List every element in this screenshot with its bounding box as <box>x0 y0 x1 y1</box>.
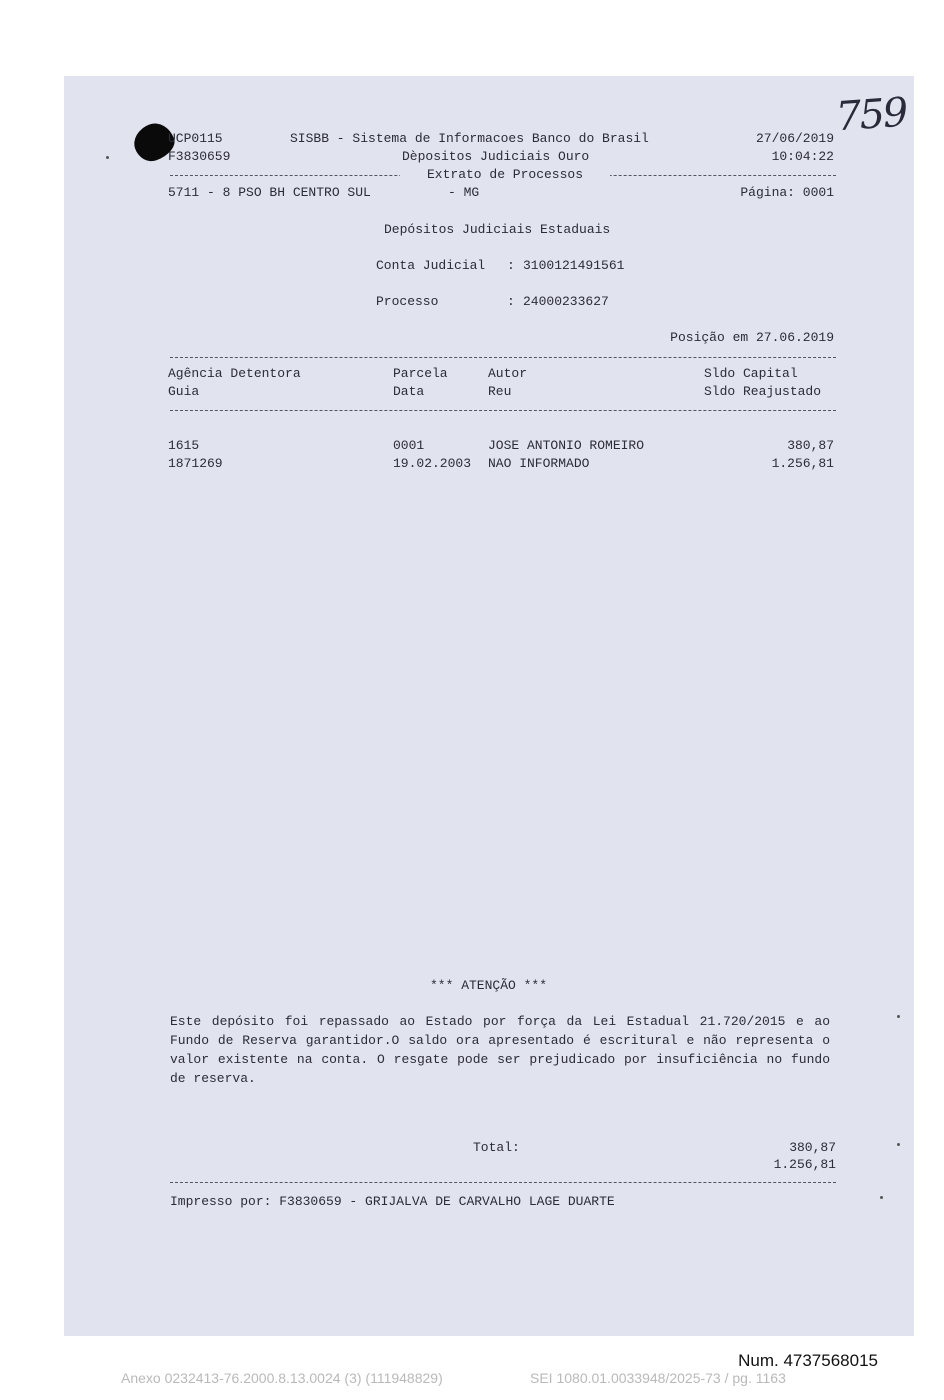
divider <box>170 357 836 358</box>
process-label: Processo <box>376 294 439 309</box>
branch-state: - MG <box>448 185 480 200</box>
total-label: Total: <box>473 1140 520 1155</box>
notice-text: Este depósito foi repassado ao Estado por força da Lei Estadual 21.720/2015 e ao Fundo de Reserva garantidor.O saldo ora apresentado é escritural e não representa o valor existente na conta. O resgate pode ser prejudicado por insuficiência no fundo de reserva. <box>170 1014 830 1086</box>
account-value: 3100121491561 <box>523 258 625 273</box>
notice-title: *** ATENÇÃO *** <box>430 978 548 993</box>
report-time: 10:04:22 <box>771 149 834 164</box>
row-parcela: 0001 <box>393 438 425 453</box>
row-autor: JOSE ANTONIO ROMEIRO <box>488 438 645 453</box>
handwritten-page-number: 759 <box>834 89 908 141</box>
process-colon: : <box>507 294 515 309</box>
account-colon: : <box>507 258 515 273</box>
user-code: F3830659 <box>168 149 231 164</box>
printed-by: Impresso por: F3830659 - GRIJALVA DE CARVALHO LAGE DUARTE <box>170 1194 615 1209</box>
system-name: SISBB - Sistema de Informacoes Banco do Brasil <box>290 131 649 146</box>
speck <box>897 1015 900 1018</box>
total-adjusted: 1.256,81 <box>773 1157 836 1172</box>
section-title: Extrato de Processos <box>400 166 610 184</box>
annex-reference: Anexo 0232413-76.2000.8.13.0024 (3) (111948829) <box>121 1370 443 1386</box>
page-label: Página: 0001 <box>740 185 834 200</box>
divider <box>170 1182 836 1183</box>
branch: 5711 - 8 PSO BH CENTRO SUL <box>168 185 371 200</box>
header-sldo-capital: Sldo Capital <box>704 366 798 381</box>
row-agencia: 1615 <box>168 438 200 453</box>
position-date: Posição em 27.06.2019 <box>670 330 834 345</box>
report-date: 27/06/2019 <box>755 131 834 146</box>
report-subtitle: Dèpositos Judiciais Ouro <box>402 149 590 164</box>
header-agencia: Agência Detentora <box>168 366 301 381</box>
header-data: Data <box>393 384 425 399</box>
divider <box>170 410 836 411</box>
header-reu: Reu <box>488 384 512 399</box>
row-sldo-capital: 380,87 <box>787 438 834 453</box>
row-guia: 1871269 <box>168 456 223 471</box>
row-data: 19.02.2003 <box>393 456 472 471</box>
row-sldo-reajustado: 1.256,81 <box>771 456 834 471</box>
document-number: Num. 4737568015 <box>738 1351 878 1370</box>
header-autor: Autor <box>488 366 528 381</box>
header-guia: Guia <box>168 384 200 399</box>
speck <box>880 1196 883 1199</box>
speck <box>106 156 109 159</box>
row-reu: NAO INFORMADO <box>488 456 590 471</box>
header-parcela: Parcela <box>393 366 448 381</box>
sei-reference: SEI 1080.01.0033948/2025-73 / pg. 1163 <box>530 1370 786 1386</box>
process-value: 24000233627 <box>523 294 609 309</box>
account-label: Conta Judicial <box>376 258 486 273</box>
header-sldo-reajustado: Sldo Reajustado <box>704 384 822 399</box>
total-capital: 380,87 <box>789 1140 836 1155</box>
system-code: UCP0115 <box>168 131 223 146</box>
document-title: Depósitos Judiciais Estaduais <box>384 222 611 237</box>
speck <box>897 1143 900 1146</box>
